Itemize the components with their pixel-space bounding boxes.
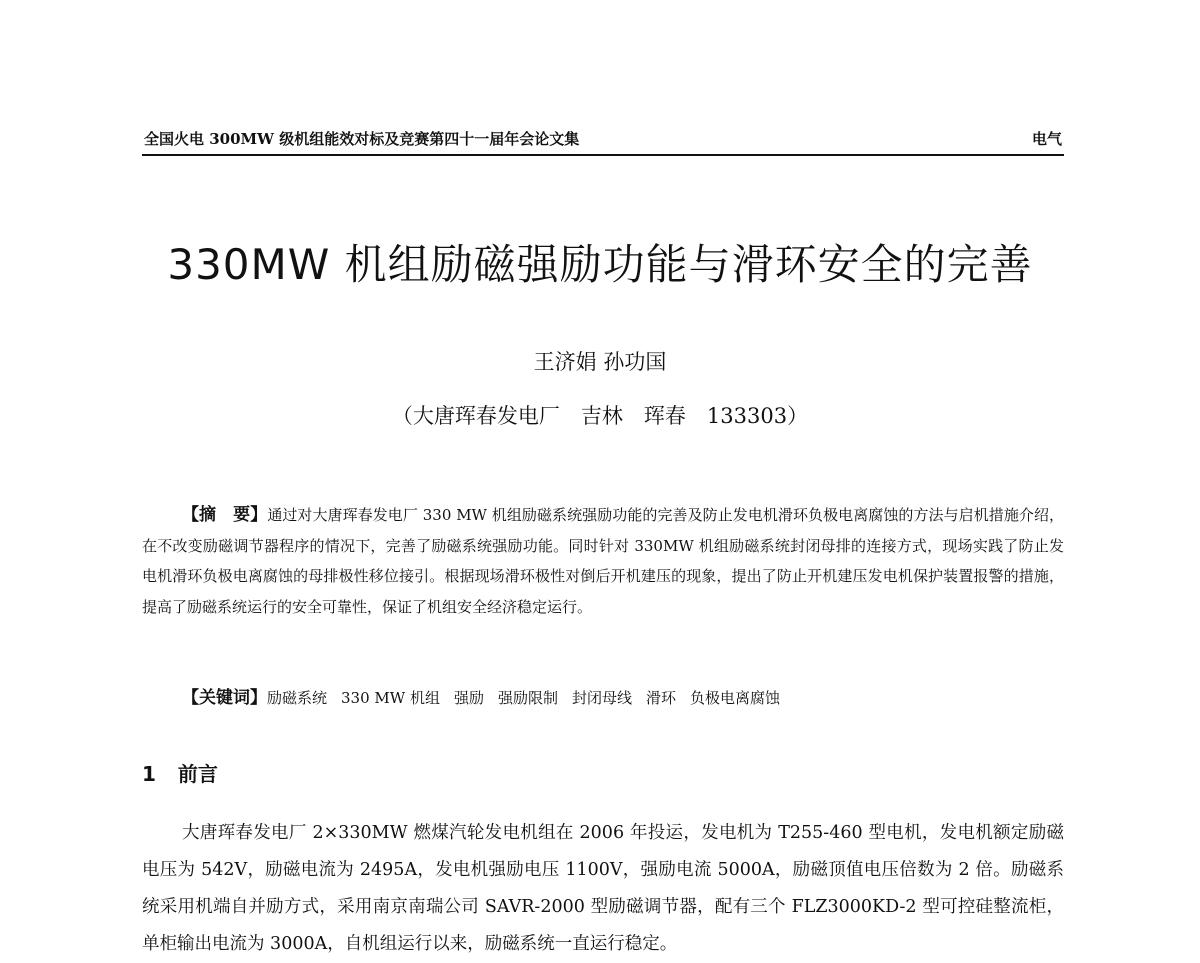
keyword: 滑环 — [646, 689, 677, 707]
section-heading — [142, 758, 218, 787]
keyword: 励磁系统 — [267, 689, 328, 707]
body-paragraph: 大唐珲春发电厂 2×330MW 燃煤汽轮发电机组在 2006 年投运，发电机为 T255-460 型电机，发电机额定励磁电压为 542V，励磁电流为 2495A，发电机强励电压 1100V，强励电流 5000A，励磁顶值电压倍数为 2 倍。励磁系统采用机端自并励方式，采用南京南瑞公司 SAVR-2000 型励磁调节器，配有三个 FLZ3000KD-2 型可控硅整流柜，单柜输出电流为 3000A，自机组运行以来，励磁系统一直运行稳定。 — [142, 823, 1064, 954]
section-label: 电气 — [1031, 130, 1062, 148]
running-header — [142, 128, 1064, 156]
abstract-text: 通过对大唐珲春发电厂 330 MW 机组励磁系统强励功能的完善及防止发电机滑环负极电离腐蚀的方法与启机措施介绍，在不改变励磁调节器程序的情况下，完善了励磁系统强励功能。同时针对 330MW 机组励磁系统封闭母排的连接方式，现场实践了防止发电机滑环负极电离腐蚀的母排极性移位接引。根据现场滑环极性对倒后开机建压的现象，提出了防止开机建压发电机保护装置报警的措施，提高了励磁系统运行的安全可靠性，保证了机组安全经济稳定运行。 — [142, 506, 1065, 616]
section-number: 1 — [142, 762, 156, 786]
keyword: 强励 — [453, 689, 484, 707]
authors: 王济娟 孙功国 — [533, 350, 667, 374]
journal-title: 全国火电 300MW 级机组能效对标及竞赛第四十一届年会论文集 — [144, 130, 580, 148]
section-title: 前言 — [177, 762, 218, 786]
keyword: 330 MW 机组 — [341, 689, 440, 707]
abstract — [142, 500, 1064, 622]
abstract-label: 【摘 要】 — [182, 505, 268, 525]
affiliation: （大唐珲春发电厂 吉林 珲春 133303） — [391, 404, 809, 428]
keywords-label: 【关键词】 — [182, 688, 267, 708]
keyword: 强励限制 — [497, 689, 558, 707]
paper-title: 330MW 机组励磁强励功能与滑环安全的完善 — [167, 240, 1033, 289]
keyword: 封闭母线 — [572, 689, 633, 707]
keyword: 负极电离腐蚀 — [690, 689, 781, 707]
keywords — [182, 683, 1062, 708]
